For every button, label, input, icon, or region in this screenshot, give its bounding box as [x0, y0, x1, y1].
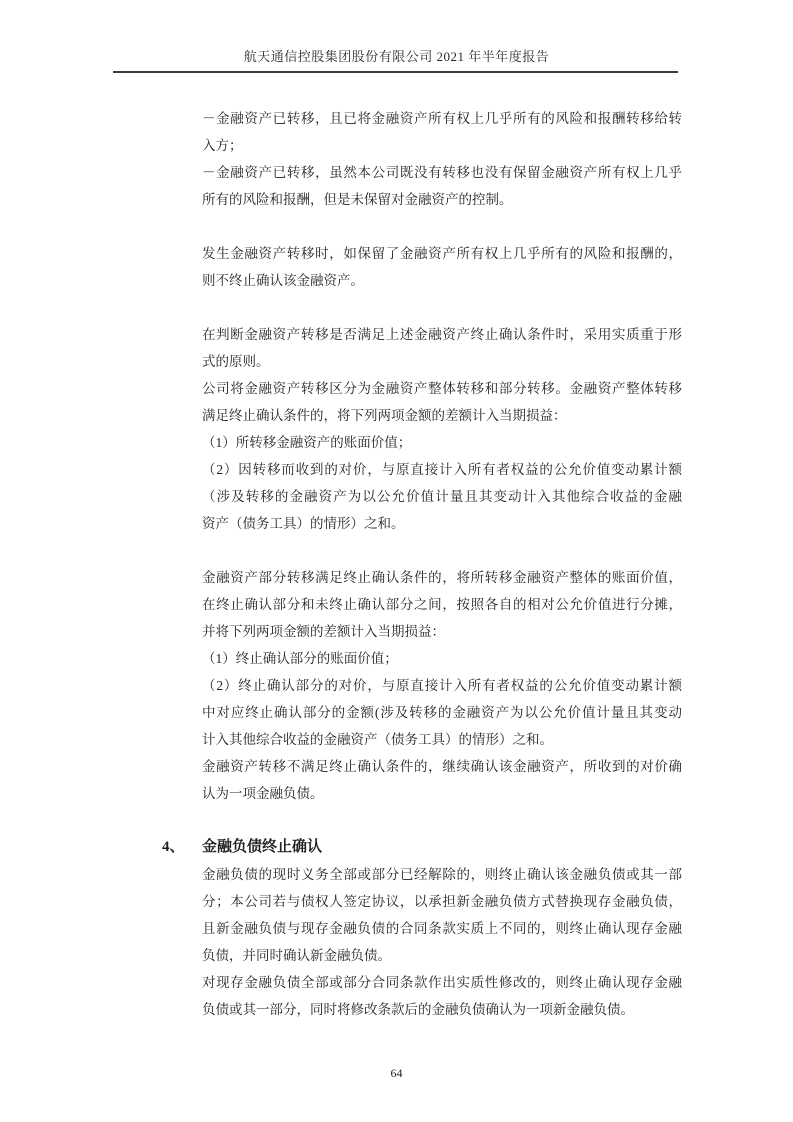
section-title: 金融负债终止确认 [202, 839, 323, 855]
text-line: 金融资产转移不满足终止确认条件的，继续确认该金融资产，所收到的对价确 [202, 759, 682, 774]
document-content [162, 105, 682, 1023]
paragraph [202, 321, 682, 537]
text-line: 发生金融资产转移时，如保留了金融资产所有权上几乎所有的风险和报酬的， [202, 246, 682, 261]
text-line: 在终止确认部分和未终止确认部分之间，按照各自的相对公允价值进行分摊， [202, 597, 682, 612]
text-line: 金融资产部分转移满足终止确认条件的，将所转移金融资产整体的账面价值， [202, 570, 682, 585]
text-line: （2）终止确认部分的对价，与原直接计入所有者权益的公允价值变动累计额 [202, 678, 682, 693]
text-line: 满足终止确认条件的，将下列两项金额的差额计入当期损益： [202, 408, 567, 423]
text-line: 中对应终止确认部分的金额(涉及转移的金融资产为以公允价值计量且其变动 [202, 705, 682, 720]
text-line: （涉及转移的金融资产为以公允价值计量且其变动计入其他综合收益的金融 [202, 489, 682, 504]
text-line: 认为一项金融负债。 [202, 786, 324, 801]
text-line: 对现存金融负债全部或部分合同条款作出实质性修改的，则终止确认现存金融 [202, 975, 682, 990]
text-line: （2）因转移而收到的对价，与原直接计入所有者权益的公允价值变动累计额 [202, 462, 682, 477]
header-divider [113, 71, 678, 73]
text-line: 且新金融负债与现存金融负债的合同条款实质上不同的，则终止确认现存金融 [202, 921, 682, 936]
text-line: 负债或其一部分，同时将修改条款后的金融负债确认为一项新金融负债。 [202, 1002, 634, 1017]
text-line: 在判断金融资产转移是否满足上述金融资产终止确认条件时，采用实质重于形 [202, 327, 682, 342]
text-line: －金融资产已转移，且已将金融资产所有权上几乎所有的风险和报酬转移给转 [202, 111, 682, 126]
text-line: 资产（债务工具）的情形）之和。 [202, 516, 405, 531]
page-header-title: 航天通信控股集团股份有限公司 2021 年半年度报告 [243, 49, 550, 64]
text-line: －金融资产已转移，虽然本公司既没有转移也没有保留金融资产所有权上几乎 [202, 165, 682, 180]
text-line: （1）所转移金融资产的账面价值； [202, 435, 412, 450]
section-heading [162, 834, 682, 861]
text-line: 则不终止确认该金融资产。 [202, 273, 364, 288]
text-line: 并将下列两项金额的差额计入当期损益： [202, 624, 445, 639]
text-line: 入方； [202, 138, 243, 153]
paragraph [202, 240, 682, 294]
paragraph [202, 564, 682, 807]
section-number: 4、 [162, 839, 185, 855]
text-line: 负债，并同时确认新金融负债。 [202, 948, 391, 963]
text-line: （1）终止确认部分的账面价值； [202, 651, 398, 666]
text-line: 式的原则。 [202, 354, 270, 369]
paragraph [202, 105, 682, 213]
paragraph [202, 861, 682, 1023]
text-line: 金融负债的现时义务全部或部分已经解除的，则终止确认该金融负债或其一部 [202, 867, 682, 882]
text-line: 计入其他综合收益的金融资产（债务工具）的情形）之和。 [202, 732, 553, 747]
text-line: 公司将金融资产转移区分为金融资产整体转移和部分转移。金融资产整体转移 [202, 381, 682, 396]
page-number: 64 [390, 1066, 403, 1080]
text-line: 所有的风险和报酬，但是未保留对金融资产的控制。 [202, 192, 513, 207]
text-line: 分；本公司若与债权人签定协议，以承担新金融负债方式替换现存金融负债， [202, 894, 682, 909]
